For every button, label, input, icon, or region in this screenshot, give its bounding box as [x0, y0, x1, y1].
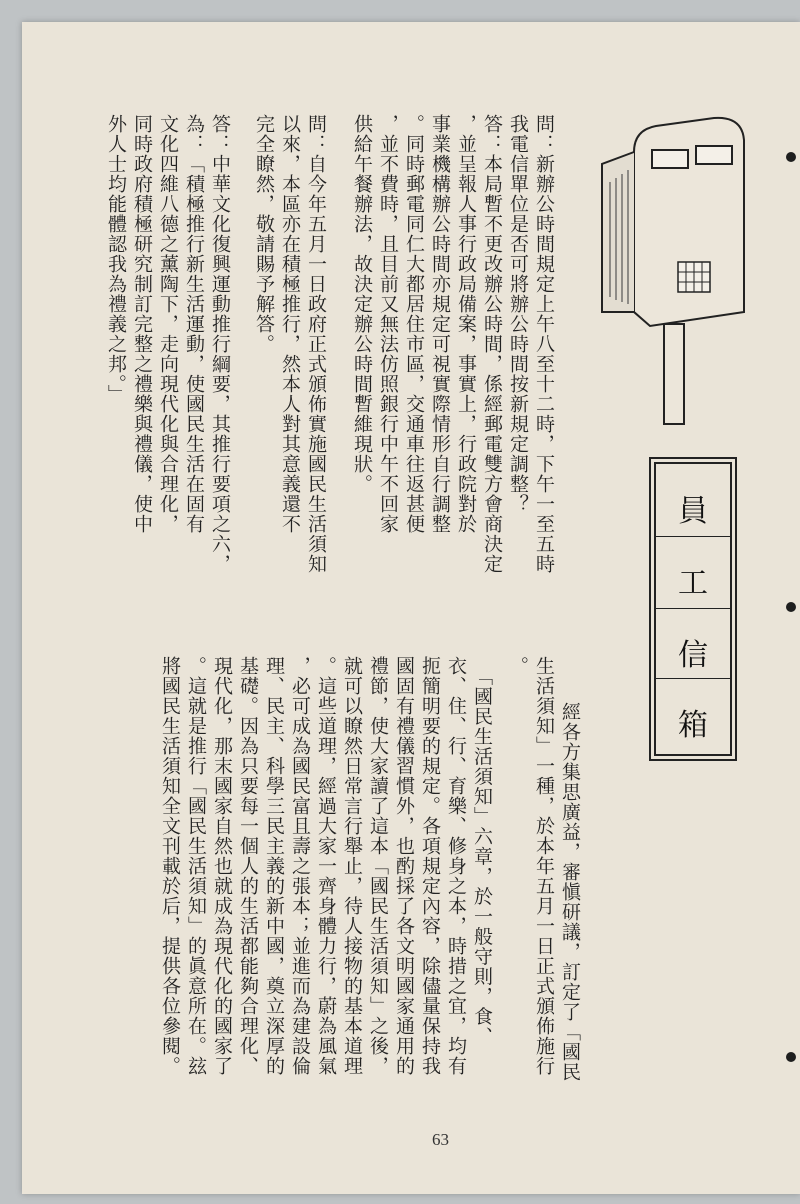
article-line-12: 基礎。因為只要每一個人的生活都能夠合理化、	[237, 656, 259, 1076]
a1-line-2: ，並呈報人事行政局備案，事實上，行政院對於	[455, 114, 477, 534]
title-char-4: 箱	[678, 708, 708, 743]
title-char-1: 員	[678, 494, 708, 529]
article-first-line: 經各方集思廣益，審愼研議，訂定了「國民	[559, 702, 581, 1082]
article-line-2: 。	[507, 656, 529, 676]
document-page	[22, 22, 800, 1194]
page-number: 63	[432, 1130, 449, 1149]
a1-line-5: ，並不費時，且目前又無法仿照銀行中午不回家	[377, 114, 399, 534]
mailbox-icon	[602, 118, 744, 424]
q2-line-1: 問：自今年五月一日政府正式頒佈實施國民生活須知	[305, 114, 327, 574]
title-char-3: 信	[678, 638, 708, 673]
binder-hole-icon	[786, 602, 796, 612]
article-line-10: ，必可成為國民富且壽之張本；並進而為建設倫	[289, 656, 311, 1076]
a1-line-6: 供給午餐辦法，故決定辦公時間暫維現狀。	[351, 114, 373, 494]
article-line-9: 。這些道理，經過大家一齊身體力行，蔚為風氣	[315, 656, 337, 1076]
article-line-8: 就可以瞭然日常言行舉止，待人接物的基本道理	[341, 656, 363, 1076]
article-line-3: 「國民生活須知」六章，於一般守則，食、	[471, 656, 493, 1047]
q1-line-1: 問：新辦公時間規定上午八至十二時，下午一至五時	[533, 114, 555, 574]
article-line-6: 國固有禮儀習慣外，也酌採了各文明國家通用的	[393, 656, 415, 1076]
article-line-11: 理、民主、科學三民主義的新中國，奠立深厚的	[263, 656, 285, 1076]
binder-hole-icon	[786, 152, 796, 162]
article-line-1: 生活須知」一種，於本年五月一日正式頒佈施行	[533, 656, 555, 1076]
article-line-15: 將國民生活須知全文刊載於后，提供各位參閱。	[159, 656, 181, 1076]
article-line-13: 現代化，那末國家自然也就成為現代化的國家了	[211, 656, 233, 1076]
q1-line-2: 我電信單位是否可將辦公時間按新規定調整？	[507, 114, 529, 514]
article-line-5: 扼簡明要的規定。各項規定內容，除儘量保持我	[419, 656, 441, 1076]
a1-line-3: 事業機構辦公時間亦規定可視實際情形自行調整	[429, 114, 451, 534]
a1-line-4: 。同時郵電同仁大都居住市區，交通車往返甚便	[403, 114, 425, 534]
article-line-4: 衣、住、行、育樂、修身之本，時措之宜，均有	[445, 656, 467, 1076]
a2-line-1: 答：中華文化復興運動推行綱要，其推行要項之六，	[209, 114, 231, 574]
article-line-14: 。這就是推行「國民生活須知」的眞意所在。玆	[185, 656, 207, 1076]
a2-line-2: 為：「積極推行新生活運動，使國民生活在固有	[183, 114, 205, 534]
binder-hole-icon	[786, 1052, 796, 1062]
article-line-7: 禮節，使大家讀了這本「國民生活須知」之後，	[367, 656, 389, 1076]
q2-line-3: 完全瞭然，敬請賜予解答。	[253, 114, 275, 354]
q2-line-2: 以來，本區亦在積極推行，然本人對其意義還不	[279, 114, 301, 534]
mailbox-illustration	[594, 112, 764, 432]
title-char-2: 工	[678, 566, 708, 601]
column-title	[654, 462, 732, 756]
a2-line-5: 外人士均能體認我為禮義之邦。」	[105, 114, 127, 405]
a1-line-1: 答：本局暫不更改辦公時間，係經郵電雙方會商決定	[481, 114, 503, 574]
a2-line-4: 同時政府積極研究制訂完整之禮樂與禮儀，使中	[131, 114, 153, 534]
a2-line-3: 文化四維八德之薰陶下，走向現代化與合理化，	[157, 114, 179, 534]
